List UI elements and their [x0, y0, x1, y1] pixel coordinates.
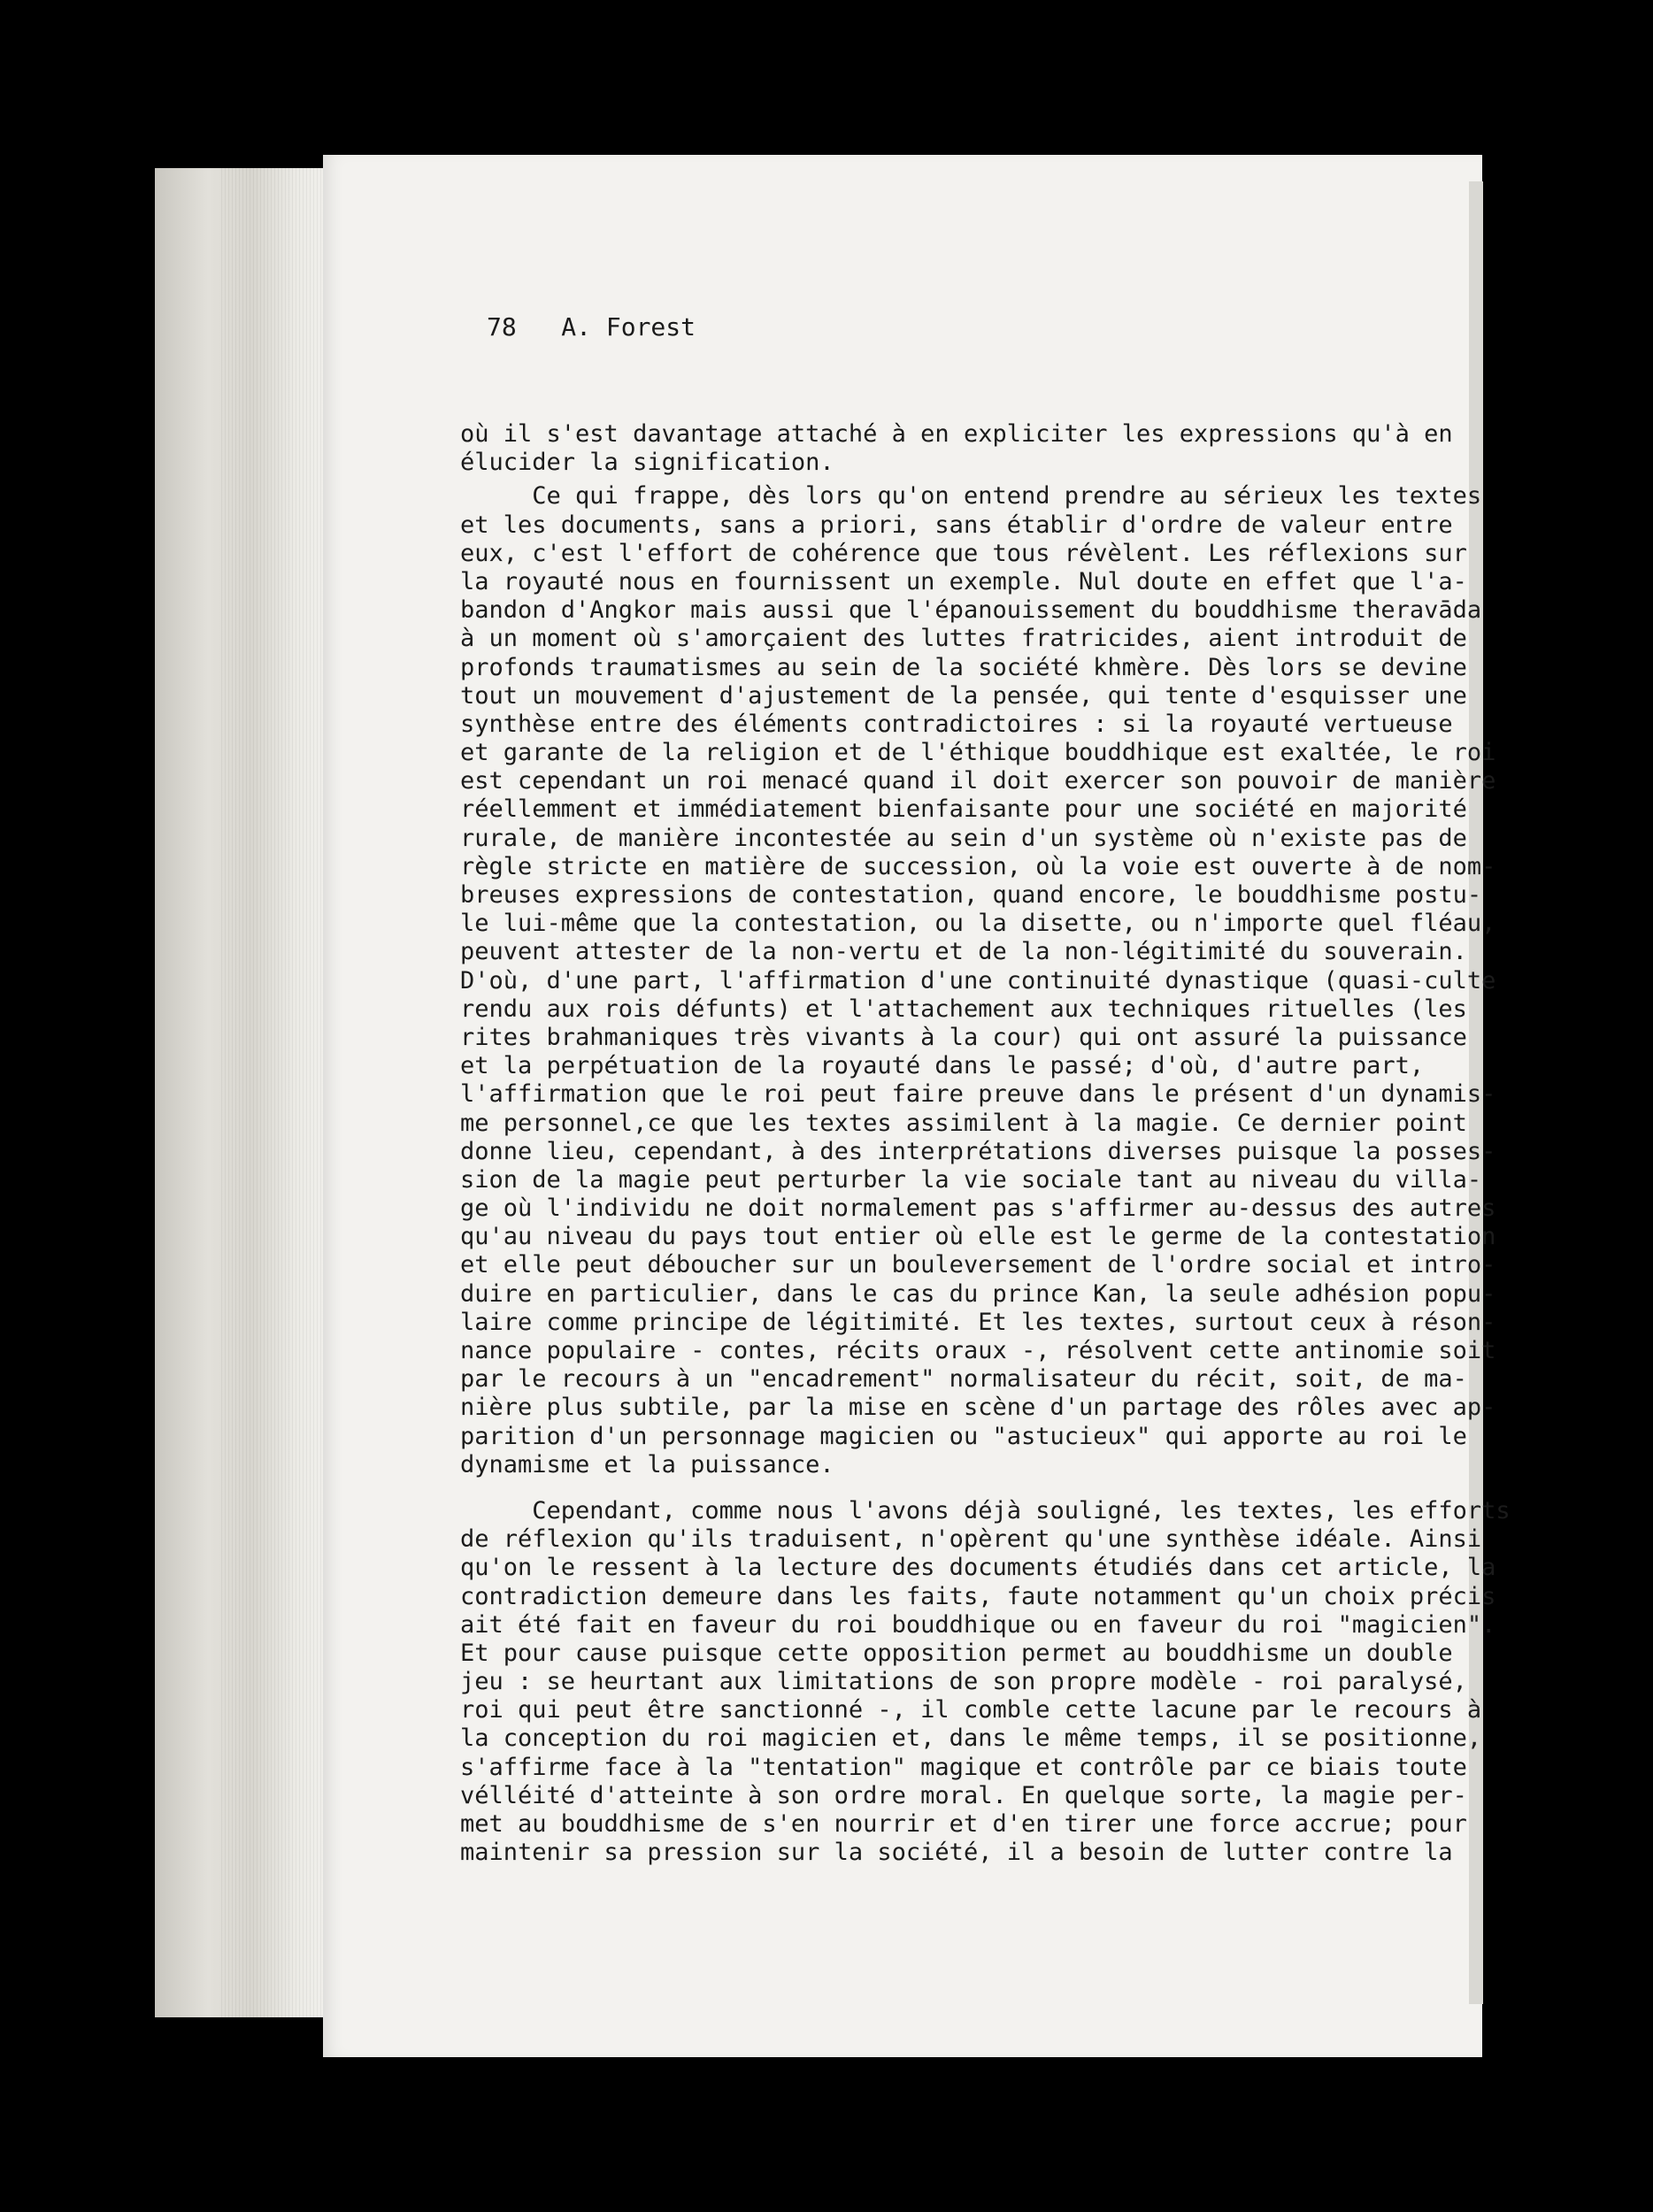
body-text: [460, 420, 1511, 1867]
text-line: met au bouddhisme de s'en nourrir et d'en tirer une force accrue; pour: [460, 1810, 1467, 1838]
paragraph: [460, 420, 1478, 477]
text-line: roi qui peut être sanctionné -, il comble cette lacune par le recours à: [460, 1696, 1482, 1724]
text-line: qu'on le ressent à la lecture des documents étudiés dans cet article, la: [460, 1554, 1496, 1582]
text-line: rites brahmaniques très vivants à la cour) qui ont assuré la puissance: [460, 1023, 1467, 1051]
text-line: réellemment et immédiatement bienfaisante pour une société en majorité: [460, 795, 1467, 824]
text-line: peuvent attester de la non-vertu et de la non-légitimité du souverain.: [460, 938, 1467, 966]
text-line: ge où l'individu ne doit normalement pas s'affirmer au-dessus des autres: [460, 1194, 1496, 1223]
page-block-edges: [155, 168, 332, 2017]
text-line: bandon d'Angkor mais aussi que l'épanouissement du bouddhisme theravāda: [460, 596, 1482, 625]
text-line: nière plus subtile, par la mise en scène d'un partage des rôles avec ap-: [460, 1394, 1496, 1422]
text-line: sion de la magie peut perturber la vie sociale tant au niveau du villa-: [460, 1165, 1482, 1194]
paragraph: [460, 482, 1496, 1479]
text-line: synthèse entre des éléments contradictoires : si la royauté vertueuse: [460, 710, 1453, 738]
text-line: duire en particulier, dans le cas du prince Kan, la seule adhésion popu-: [460, 1279, 1496, 1308]
text-line: laire comme principe de légitimité. Et les textes, surtout ceux à réson-: [460, 1308, 1496, 1336]
text-line: à un moment où s'amorçaient des luttes fratricides, aient introduit de: [460, 625, 1467, 653]
text-line: breuses expressions de contestation, quand encore, le bouddhisme postu-: [460, 881, 1482, 909]
text-line: de réflexion qu'ils traduisent, n'opèrent qu'une synthèse idéale. Ainsi: [460, 1525, 1482, 1554]
text-line: profonds traumatismes au sein de la société khmère. Dès lors se devine: [460, 653, 1467, 681]
text-line: eux, c'est l'effort de cohérence que tous révèlent. Les réflexions sur: [460, 539, 1467, 567]
text-line: rurale, de manière incontestée au sein d'un système où n'existe pas de: [460, 824, 1467, 852]
text-line: donne lieu, cependant, à des interprétations diverses puisque la posses-: [460, 1137, 1496, 1165]
text-line: le lui-même que la contestation, ou la disette, ou n'importe quel fléau,: [460, 910, 1496, 938]
text-line: ait été fait en faveur du roi bouddhique ou en faveur du roi "magicien".: [460, 1610, 1496, 1639]
text-line: tout un mouvement d'ajustement de la pensée, qui tente d'esquisser une: [460, 681, 1467, 710]
text-line: maintenir sa pression sur la société, il a besoin de lutter contre la: [460, 1839, 1453, 1867]
paragraph: [460, 1496, 1511, 1867]
text-line: Et pour cause puisque cette opposition permet au bouddhisme un double: [460, 1639, 1453, 1667]
text-line: rendu aux rois défunts) et l'attachement aux techniques rituelles (les: [460, 995, 1467, 1023]
text-line: contradiction demeure dans les faits, faute notamment qu'un choix précis: [460, 1582, 1496, 1610]
text-line: l'affirmation que le roi peut faire preuve dans le présent d'un dynamis-: [460, 1080, 1496, 1109]
text-line: jeu : se heurtant aux limitations de son propre modèle - roi paralysé,: [460, 1668, 1467, 1696]
text-line: nance populaire - contes, récits oraux -, résolvent cette antinomie soit: [460, 1337, 1496, 1364]
text-line: par le recours à un "encadrement" normalisateur du récit, soit, de ma-: [460, 1365, 1467, 1394]
text-line: règle stricte en matière de succession, où la voie est ouverte à de nom-: [460, 852, 1496, 880]
text-line: et la perpétuation de la royauté dans le passé; d'où, d'autre part,: [460, 1052, 1425, 1080]
text-line: où il s'est davantage attaché à en expliciter les expressions qu'à en: [460, 420, 1453, 448]
text-line: et garante de la religion et de l'éthique bouddhique est exaltée, le roi: [460, 739, 1496, 767]
text-line: parition d'un personnage magicien ou "astucieux" qui apporte au roi le: [460, 1422, 1467, 1450]
text-line: et elle peut déboucher sur un bouleversement de l'ordre social et intro-: [460, 1251, 1496, 1279]
text-line: Cependant, comme nous l'avons déjà souligné, les textes, les efforts: [460, 1496, 1511, 1525]
running-header: 78 A. Forest: [487, 312, 696, 342]
text-line: Ce qui frappe, dès lors qu'on entend prendre au sérieux les textes: [460, 482, 1482, 511]
text-line: s'affirme face à la "tentation" magique et contrôle par ce biais toute: [460, 1753, 1467, 1781]
text-line: élucider la signification.: [460, 449, 834, 477]
text-line: vélléité d'atteinte à son ordre moral. En quelque sorte, la magie per-: [460, 1781, 1467, 1809]
text-line: la conception du roi magicien et, dans le même temps, il se positionne,: [460, 1724, 1482, 1753]
text-line: et les documents, sans a priori, sans établir d'ordre de valeur entre: [460, 511, 1453, 539]
text-column: [460, 310, 1511, 1867]
text-line: est cependant un roi menacé quand il doit exercer son pouvoir de manière: [460, 767, 1496, 795]
text-line: D'où, d'une part, l'affirmation d'une continuité dynastique (quasi-culte: [460, 966, 1496, 995]
text-line: me personnel,ce que les textes assimilent à la magie. Ce dernier point: [460, 1109, 1467, 1137]
text-line: qu'au niveau du pays tout entier où elle est le germe de la contestation: [460, 1223, 1496, 1251]
paragraph-gap: [460, 1479, 1478, 1497]
text-line: la royauté nous en fournissent un exemple. Nul doute en effet que l'a-: [460, 567, 1467, 595]
text-line: dynamisme et la puissance.: [460, 1450, 834, 1479]
